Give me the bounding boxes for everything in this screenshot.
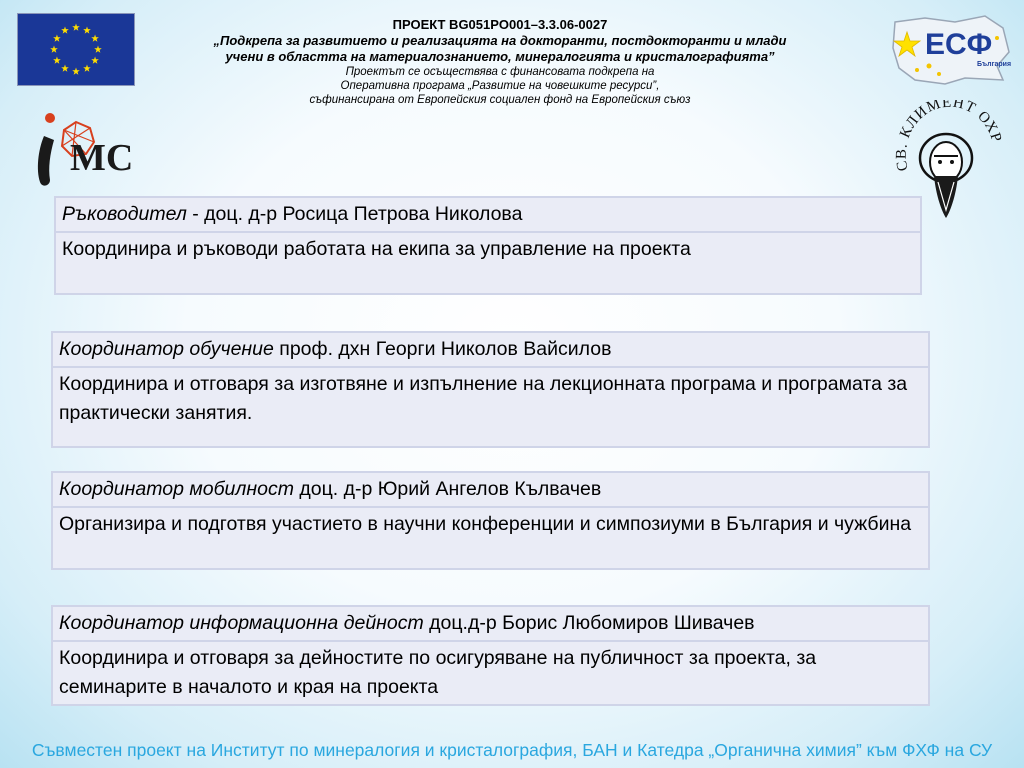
eu-star-icon <box>94 46 102 53</box>
project-code: ПРОЕКТ BG051PO001–3.3.06-0027 <box>392 17 608 32</box>
role-title-cell <box>52 472 929 507</box>
role-label: Координатор мобилност <box>59 478 294 500</box>
role-description: Организира и подготвя участието в научни конференции и симпозиуми в България и чужбина <box>52 507 929 569</box>
role-table-training <box>51 331 930 448</box>
role-description: Координира и отговаря за дейностите по осигуряване на публичност за проекта, за семинарите в началото и края на проекта <box>52 641 929 705</box>
role-person: доц. д-р Росица Петрова Николова <box>204 203 523 225</box>
eu-flag-logo <box>17 13 135 86</box>
role-label: Координатор обучение <box>59 338 274 360</box>
role-description: Координира и ръководи работата на екипа за управление на проекта <box>55 232 921 294</box>
role-label: Ръководител <box>62 203 187 225</box>
esf-logo-subtext: България <box>977 61 1012 68</box>
eu-star-icon <box>83 65 91 72</box>
funding-line2: Оперативна програма „Развитие на човешките ресурси”, <box>340 80 660 92</box>
role-table-information <box>51 605 930 706</box>
imc-logo-text: MC <box>70 137 134 179</box>
role-title-cell <box>55 197 921 232</box>
su-logo-arc-text: СВ. КЛИМЕНТ ОХР <box>893 100 1005 173</box>
project-header <box>160 17 840 107</box>
eu-star-icon <box>53 57 61 64</box>
eu-star-icon <box>61 26 69 33</box>
role-table-mobility <box>51 471 930 570</box>
eu-star-icon <box>91 35 99 42</box>
role-description: Координира и отговаря за изготвяне и изпълнение на лекционната програма и програмата за практически занятия. <box>52 367 929 447</box>
role-title-cell <box>52 332 929 367</box>
eu-star-icon <box>83 26 91 33</box>
funding-line1: Проектът се осъществява с финансовата подкрепа на <box>345 66 655 78</box>
eu-star-icon <box>72 68 80 75</box>
role-label: Координатор информационна дейност <box>59 612 424 634</box>
eu-star-icon <box>61 65 69 72</box>
eu-star-icon <box>72 24 80 31</box>
eu-stars-icon <box>18 14 134 85</box>
eu-star-icon <box>91 57 99 64</box>
esf-logo <box>885 8 1015 88</box>
eu-star-icon <box>50 46 58 53</box>
project-title-line2: учени в областта на материалознанието, минералогията и кристалографията” <box>225 49 775 64</box>
footer-text: Съвместен проект на Институт по минералогия и кристалография, БАН и Катедра „Органична химия” към ФХФ на СУ <box>31 740 993 760</box>
role-person: доц.д-р Борис Любомиров Шивачев <box>429 612 755 634</box>
eu-star-icon <box>53 35 61 42</box>
imc-logo <box>28 110 138 190</box>
role-separator: - <box>186 203 205 225</box>
esf-logo-text: ЕСФ <box>925 28 993 61</box>
role-title-cell <box>52 606 929 641</box>
role-table-manager <box>54 196 922 295</box>
role-person: проф. дхн Георги Николов Вайсилов <box>279 338 612 360</box>
funding-line3: съфинансирана от Европейския социален фонд на Европейския съюз <box>309 94 691 106</box>
role-person: доц. д-р Юрий Ангелов Кълвачев <box>299 478 602 500</box>
project-title-line1: „Подкрепа за развитието и реализацията на докторанти, постдокторанти и млади <box>213 33 787 48</box>
